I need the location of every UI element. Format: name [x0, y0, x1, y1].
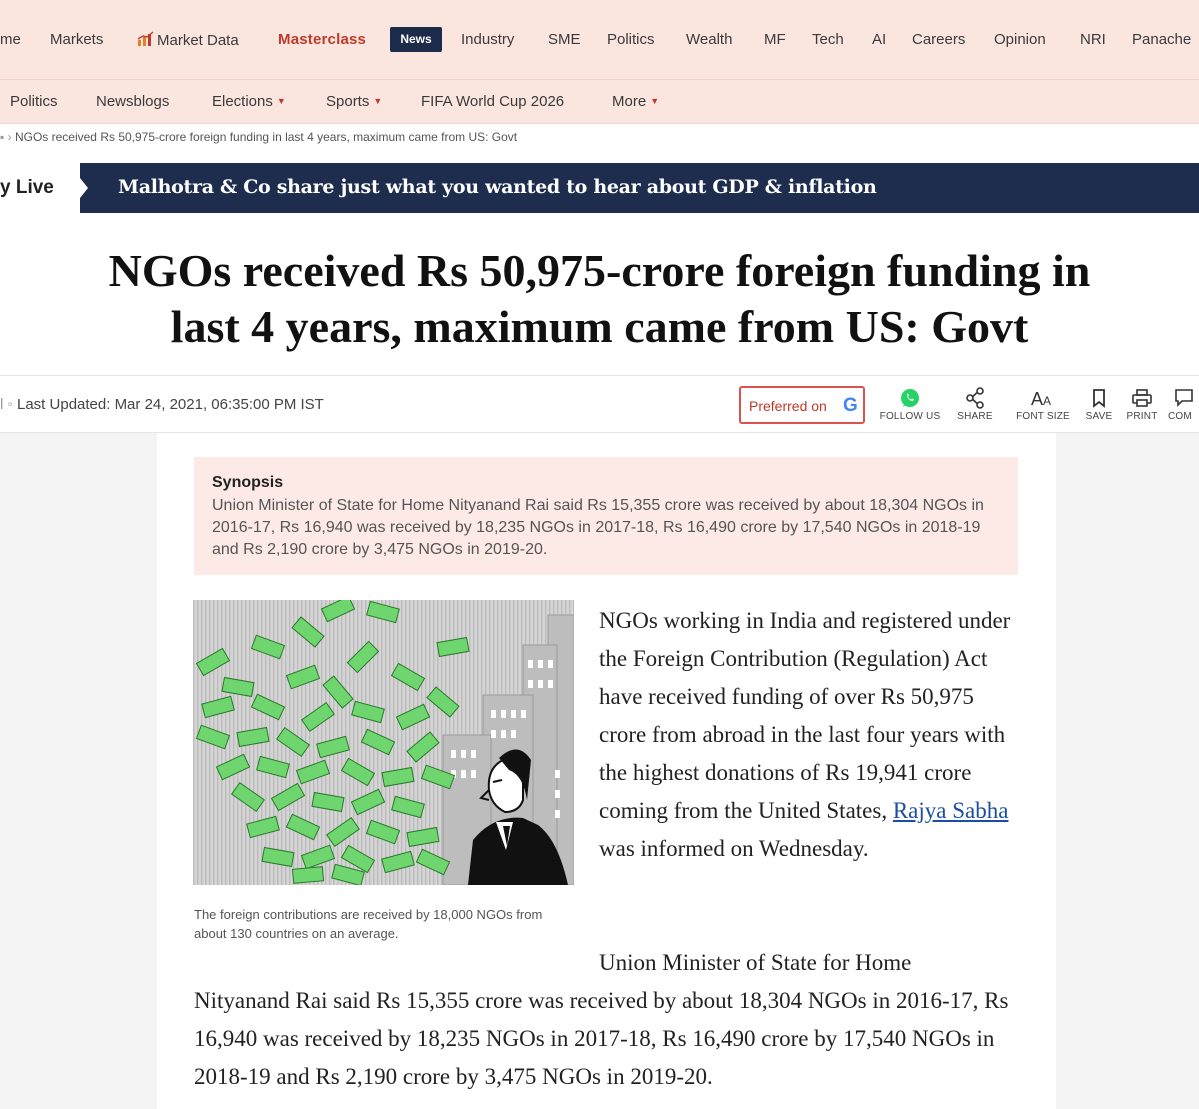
nav-item-nri[interactable]: NRI: [1080, 31, 1106, 48]
page-gutter-left: [0, 433, 157, 1109]
preferred-on-google-button[interactable]: [739, 386, 865, 424]
comment-icon: [1173, 386, 1195, 410]
nav-item-ai[interactable]: AI: [872, 31, 887, 48]
print-button[interactable]: [1122, 386, 1162, 422]
article-title-line2: last 4 years, maximum came from US: Govt: [170, 301, 1029, 352]
last-updated: Last Updated: Mar 24, 2021, 06:35:00 PM IST: [17, 396, 324, 413]
article-title-line1: NGOs received Rs 50,975-crore foreign funding in: [108, 245, 1091, 296]
ticker-headline[interactable]: Malhotra & Co share just what you wanted to hear about GDP & inflation: [118, 176, 877, 198]
article-title: [0, 243, 1199, 355]
comment-label: COM: [1168, 411, 1192, 422]
nav-item-home[interactable]: me: [0, 31, 21, 48]
synopsis-box: [194, 457, 1018, 575]
article-illustration[interactable]: [193, 600, 574, 885]
divider: [0, 432, 1199, 433]
bookmark-icon: [1091, 386, 1107, 410]
synopsis-text: Union Minister of State for Home Nityanand Rai said Rs 15,355 crore was received by about 18,304 NGOs in 2016-17, Rs 16,940 was received by 18,235 NGOs in 2017-18, Rs 16,490 crore by 17,540 NGOs in 2018-19 and Rs 2,190 crore by 3,475 NGOs in 2019-20.: [212, 497, 984, 558]
font-size-label: FONT SIZE: [1016, 411, 1070, 422]
subnav-item-sports[interactable]: [326, 93, 382, 110]
image-caption: The foreign contributions are received by 18,000 NGOs from about 130 countries on an average.: [194, 907, 543, 941]
article-paragraph-2: Nityanand Rai said Rs 15,355 crore was received by about 18,304 NGOs in 2016-17, Rs 16,940 was received by 18,235 NGOs in 2017-18, Rs 16,490 crore by 17,540 NGOs in 2018-19 and Rs 2,190 crore by 3,475 NGOs in 2019-20.: [194, 988, 1009, 1089]
caret-down-icon: ▼: [276, 96, 286, 106]
nav-item-market-data[interactable]: [137, 31, 239, 49]
nav-item-wealth[interactable]: Wealth: [686, 31, 733, 48]
breadcrumb: [0, 130, 517, 144]
nav-item-careers[interactable]: Careers: [912, 31, 966, 48]
share-button[interactable]: [952, 386, 998, 422]
subnav-label: Sports: [326, 93, 370, 110]
divider: [0, 375, 1199, 376]
google-logo-icon: G: [843, 395, 858, 416]
save-label: SAVE: [1085, 411, 1113, 422]
follow-us-button[interactable]: [874, 386, 946, 422]
article-meta: [0, 396, 324, 413]
nav-item-panache[interactable]: Panache: [1132, 31, 1192, 48]
nav-item-masterclass[interactable]: Masterclass: [278, 31, 367, 48]
whatsapp-icon: [898, 386, 922, 410]
caret-down-icon: ▼: [650, 96, 660, 106]
save-button[interactable]: [1082, 386, 1116, 422]
subnav-label: More: [612, 93, 647, 110]
nav-item-tech[interactable]: Tech: [812, 31, 844, 48]
bar-chart-icon: [137, 31, 155, 47]
preferred-label: Preferred on: [749, 398, 827, 414]
printer-icon: [1131, 386, 1153, 410]
font-size-button[interactable]: [1010, 386, 1076, 422]
share-label: SHARE: [957, 411, 993, 422]
nav-item-markets[interactable]: Markets: [50, 31, 104, 48]
paragraph-text: NGOs working in India and registered under the Foreign Contribution (Regulation) Act have received funding of over Rs 50,975 crore from abroad in the last four years with the highest donations of Rs 19,941 crore coming from the United States,: [599, 608, 1011, 823]
primary-nav: [0, 0, 1199, 80]
share-icon: [964, 386, 986, 410]
nav-item-industry[interactable]: Industry: [461, 31, 515, 48]
article-paragraph-1: [599, 602, 1019, 868]
subnav-item-elections[interactable]: [212, 93, 286, 110]
subnav-item-newsblogs[interactable]: Newsblogs: [96, 93, 170, 110]
subnav-item-more[interactable]: [612, 93, 659, 110]
follow-us-label: FOLLOW US: [879, 411, 941, 422]
article-paragraph-2-first-line: Union Minister of State for Home: [599, 950, 912, 975]
nav-item-opinion[interactable]: Opinion: [994, 31, 1046, 48]
breadcrumb-separator: ›: [7, 130, 12, 144]
nav-item-news[interactable]: News: [390, 27, 442, 52]
nav-item-label: Market Data: [157, 32, 239, 49]
page-gutter-right: [1056, 433, 1199, 1109]
subnav-item-politics[interactable]: Politics: [10, 93, 58, 110]
subnav-item-fifa[interactable]: FIFA World Cup 2026: [421, 93, 565, 110]
svg-text:A: A: [1031, 389, 1044, 409]
chevron-right-icon: [60, 163, 88, 213]
breadcrumb-current: NGOs received Rs 50,975-crore foreign funding in last 4 years, maximum came from US: Govt: [14, 130, 518, 144]
nav-item-politics[interactable]: Politics: [607, 31, 655, 48]
live-tag-label: y Live: [0, 177, 54, 198]
comment-button[interactable]: [1168, 386, 1199, 422]
live-ticker[interactable]: [0, 163, 1199, 213]
caret-down-icon: ▼: [373, 96, 383, 106]
print-label: PRINT: [1126, 411, 1158, 422]
synopsis-heading: Synopsis: [212, 474, 284, 491]
secondary-nav: [0, 80, 1199, 124]
rajya-sabha-link[interactable]: Rajya Sabha: [892, 798, 1009, 823]
meta-separator: l ◦: [0, 396, 17, 413]
subnav-label: Elections: [212, 93, 273, 110]
svg-text:A: A: [1043, 394, 1052, 408]
live-tag: [0, 163, 80, 213]
font-size-icon: [1030, 386, 1056, 410]
home-icon[interactable]: ▪: [0, 130, 5, 144]
nav-item-mf[interactable]: MF: [764, 31, 786, 48]
nav-item-sme[interactable]: SME: [548, 31, 581, 48]
paragraph-text: was informed on Wednesday.: [599, 836, 869, 861]
